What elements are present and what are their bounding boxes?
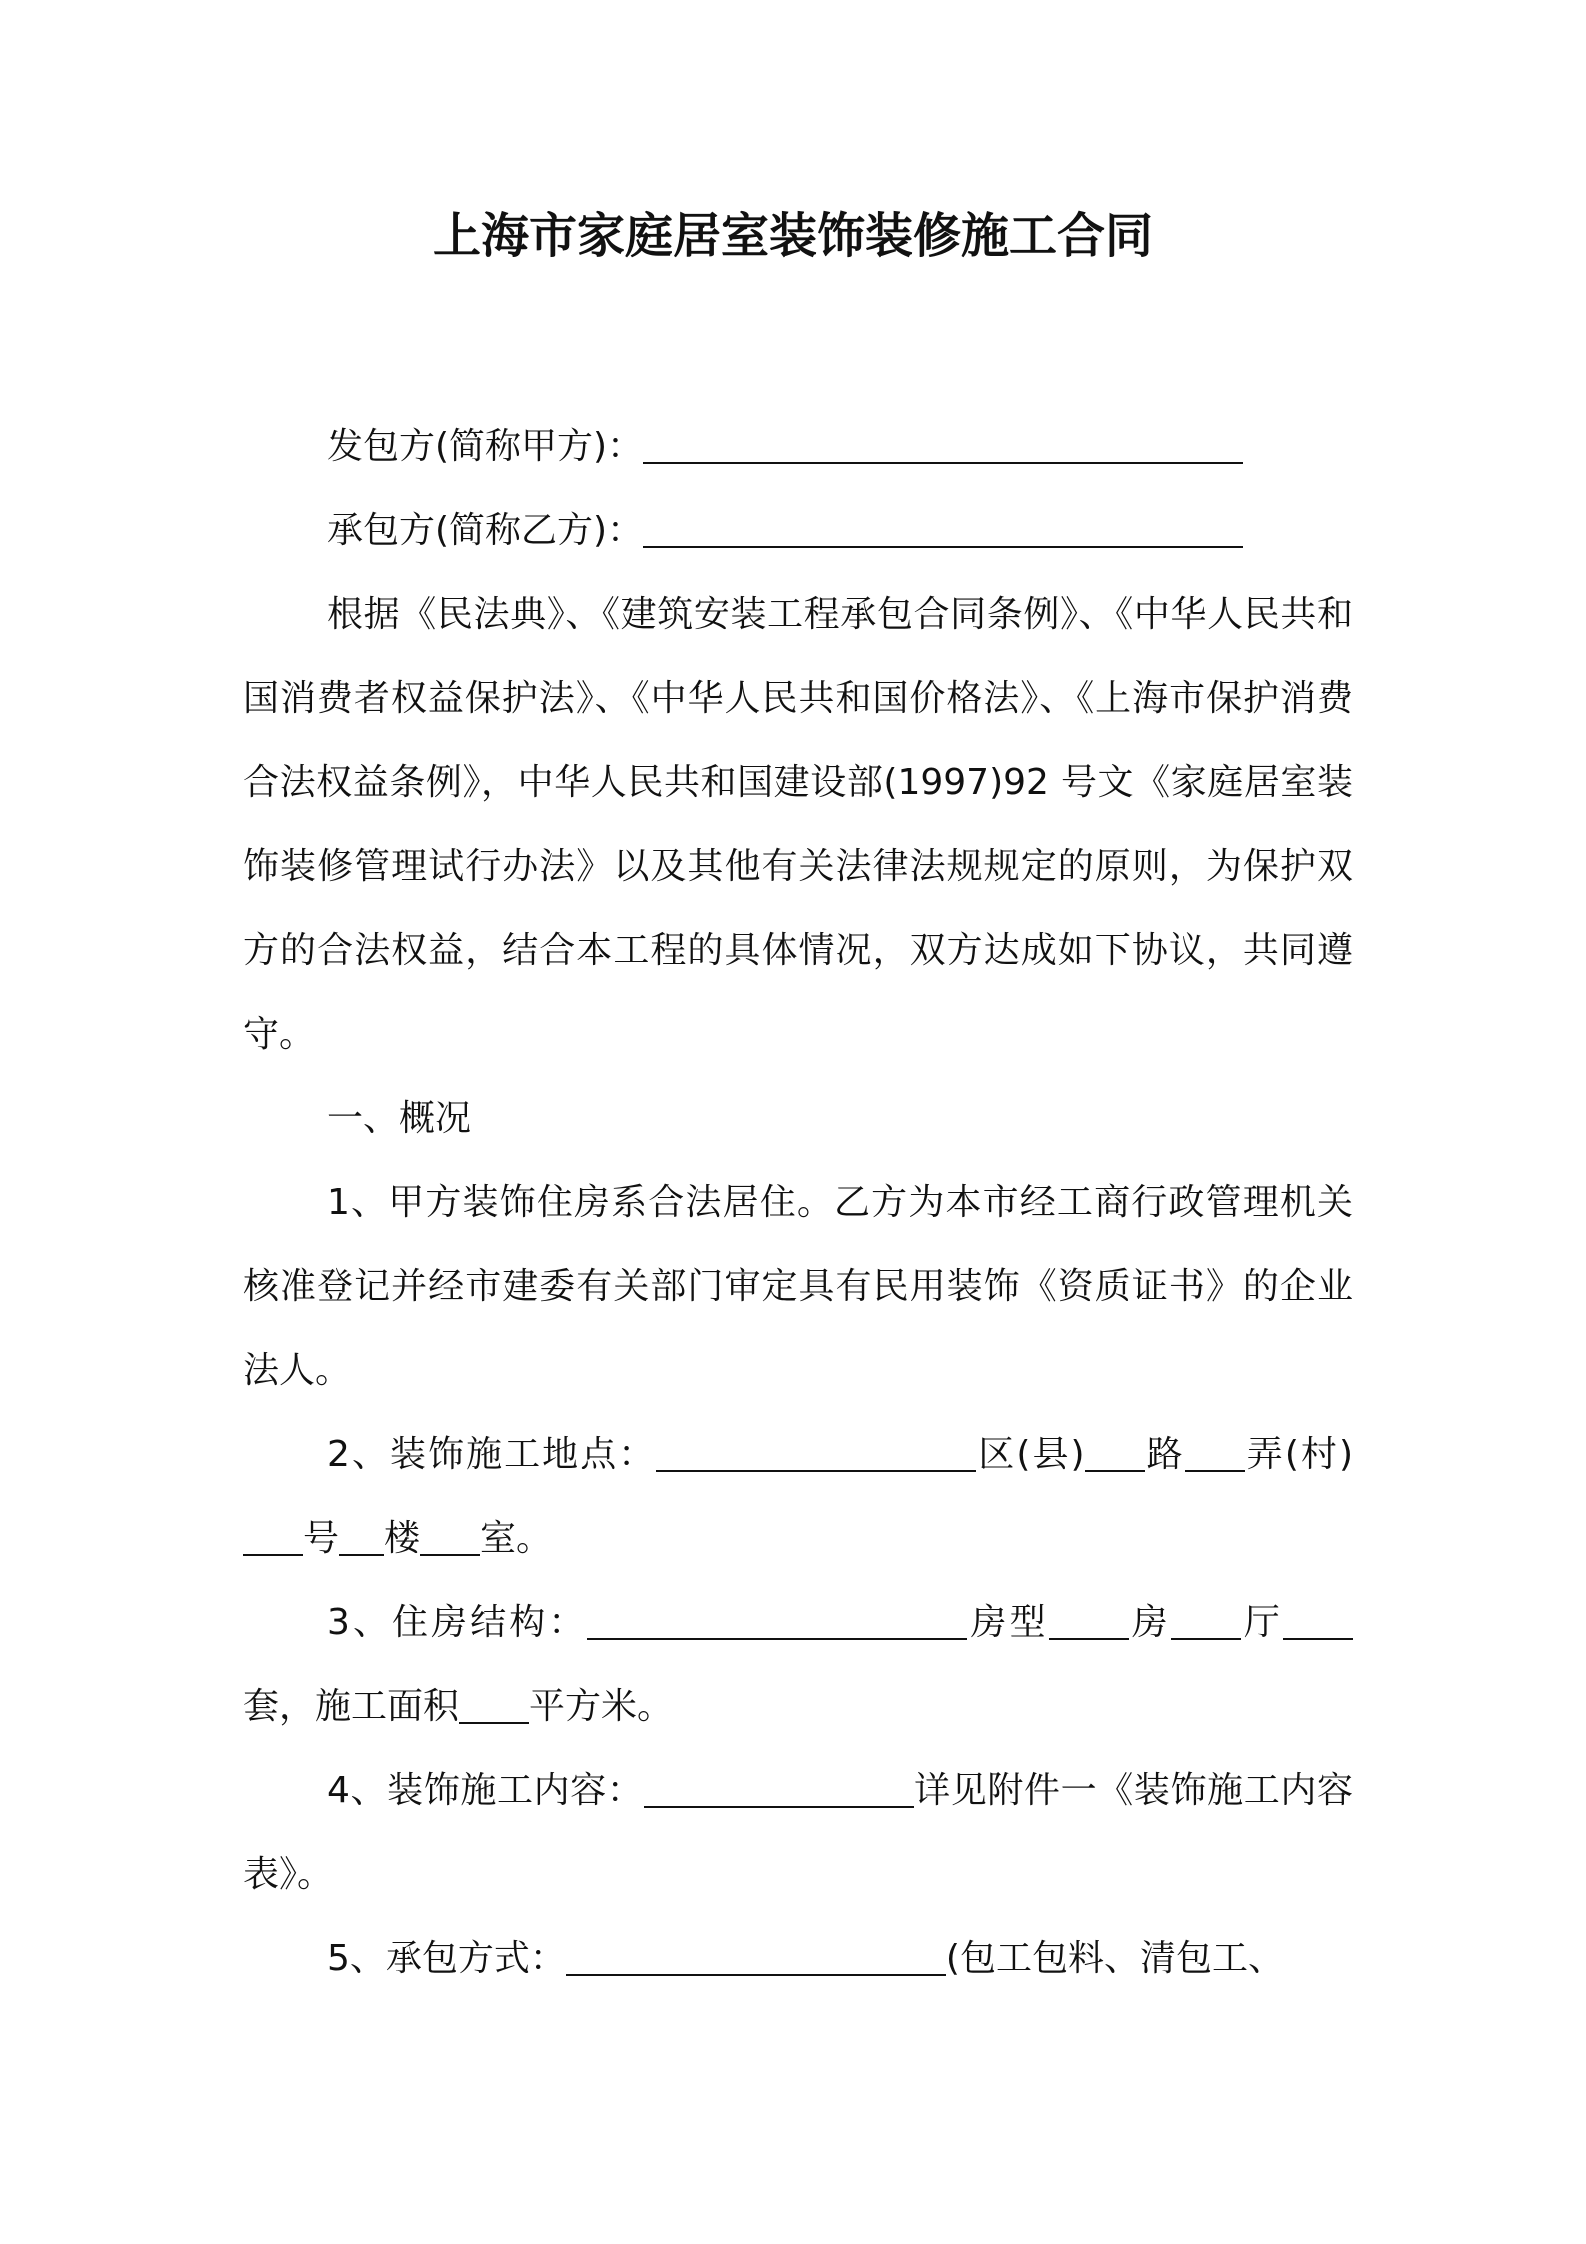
clause-2-building: 楼 [384, 1518, 421, 1559]
clause-4-rest: 详见附件一《装饰施工内容表》。 [243, 1770, 1353, 1895]
clause-3-blank [459, 1722, 529, 1724]
clause-3-blank [587, 1638, 967, 1640]
clause-3-halls: 厅 [1240, 1602, 1283, 1643]
party-b-blank [643, 546, 1243, 548]
clause-3-area-unit: 平方米。 [529, 1686, 674, 1727]
clause-2-label: 2、装饰施工地点： [327, 1434, 657, 1475]
contract-body [243, 405, 1353, 2001]
clause-2-blank [656, 1470, 976, 1472]
clause-2-room: 室。 [480, 1518, 553, 1559]
clause-5-rest: (包工包料、清包工、 [945, 1938, 1284, 1979]
clause-1: 1、甲方装饰住房系合法居住。乙方为本市经工商行政管理机关核准登记并经市建委有关部门审定具有民用装饰《资质证书》的企业法人。 [243, 1182, 1353, 1391]
clause-2-blank [243, 1554, 303, 1556]
clause-2-blank [420, 1554, 480, 1556]
document-title: 上海市家庭居室装饰装修施工合同 [432, 208, 1153, 264]
party-a-line [243, 405, 1353, 489]
clause-4-label: 4、装饰施工内容： [327, 1770, 644, 1811]
clause-2-lane: 弄(村) [1244, 1434, 1353, 1475]
party-a-blank [643, 462, 1243, 464]
clause-3-blank [1049, 1638, 1129, 1640]
clause-2-road: 路 [1144, 1434, 1185, 1475]
clause-3-label: 3、住房结构： [327, 1602, 588, 1643]
clause-5-blank [566, 1974, 946, 1976]
clause-2 [243, 1413, 1353, 1581]
clause-3 [243, 1581, 1353, 1749]
clause-4-blank [644, 1806, 914, 1808]
clause-4 [243, 1749, 1353, 1917]
preamble-paragraph: 根据《民法典》、《建筑安装工程承包合同条例》、《中华人民共和国消费者权益保护法》、《中华人民共和国价格法》、《上海市保护消费合法权益条例》，中华人民共和国建设部(1997)92 号文《家庭居室装饰装修管理试行办法》以及其他有关法律法规规定的原则，为保护双方的合法权益，结合本工程的具体情况，双方达成如下协议，共同遵守。 [243, 594, 1353, 1055]
party-b-label: 承包方(简称乙方)： [327, 510, 644, 551]
clause-3-blank [1171, 1638, 1241, 1640]
clause-2-blank [1085, 1470, 1145, 1472]
party-a-label: 发包方(简称甲方)： [327, 426, 644, 467]
clause-2-number: 号 [303, 1518, 340, 1559]
clause-3-house-type: 房型 [967, 1602, 1049, 1643]
clause-3-rooms: 房 [1128, 1602, 1171, 1643]
clause-2-district: 区(县) [976, 1434, 1085, 1475]
clause-5 [243, 1917, 1353, 2001]
party-b-line [243, 489, 1353, 573]
clause-2-blank [339, 1554, 384, 1556]
clause-2-blank [1185, 1470, 1245, 1472]
clause-5-label: 5、承包方式： [327, 1938, 566, 1979]
clause-3-blank [1283, 1638, 1353, 1640]
section-1-heading: 一、概况 [327, 1098, 472, 1139]
clause-3-suite: 套，施工面积 [243, 1686, 460, 1727]
